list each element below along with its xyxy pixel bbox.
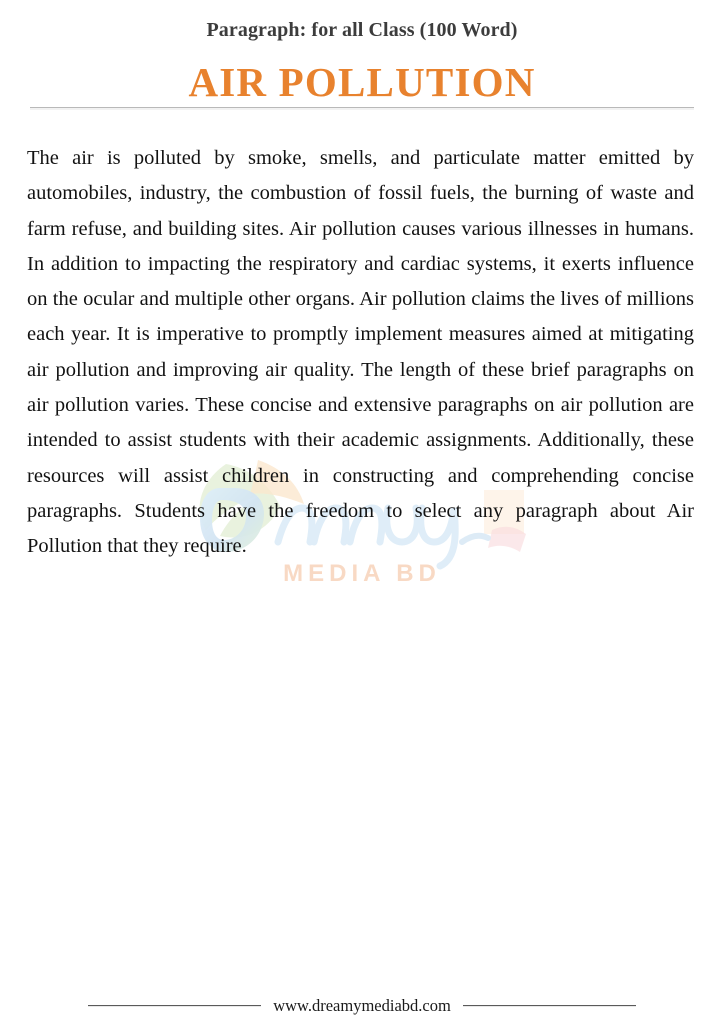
footer-divider-left (88, 1005, 261, 1007)
title-divider (30, 107, 694, 110)
footer-website: www.dreamymediabd.com (273, 996, 451, 1015)
document-subtitle: Paragraph: for all Class (100 Word) (206, 19, 518, 41)
watermark-tagline: MEDIA BD (283, 560, 441, 587)
page-title: AIR POLLUTION (188, 59, 536, 105)
document-footer (0, 996, 724, 1016)
paragraph-air-pollution: The air is polluted by smoke, smells, and particulate matter emitted by automobiles, industry, the combustion of fossil fuels, the burning of waste and farm refuse, and building sites. Air pollution causes various illnesses in humans. In addition to impacting the respiratory and cardiac systems, it exerts influence on the ocular and multiple other organs. Air pollution claims the lives of millions each year. It is imperative to promptly implement measures aimed at mitigating air pollution and improving air quality. The length of these brief paragraphs on air pollution varies. These concise and extensive paragraphs on air pollution are intended to assist students with their academic assignments. Additionally, these resources will assist children in constructing and comprehending concise paragraphs. Students have the freedom to select any paragraph about Air Pollution that they require. (27, 147, 694, 558)
document-header (0, 0, 724, 106)
footer-divider-right (463, 1005, 636, 1007)
document-body (27, 141, 694, 565)
